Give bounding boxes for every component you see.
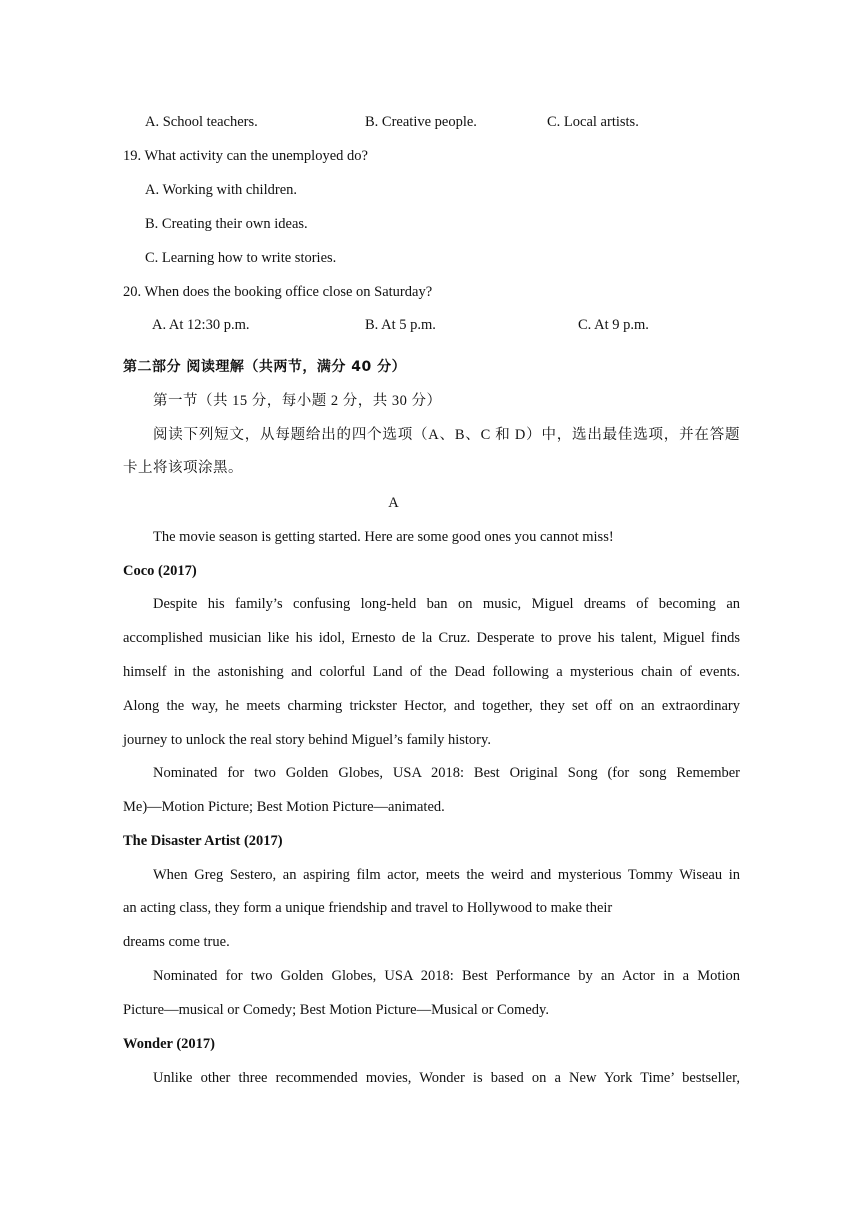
q18-option-a: A. School teachers. [145,114,258,130]
q18-option-b: B. Creative people. [365,114,477,130]
q20-option-c: C. At 9 p.m. [578,317,649,333]
coco-text-line: himself in the astonishing and colorful Land of the Dead following a mysterious chain of events. [123,664,740,680]
q19-question: 19. What activity can the unemployed do? [123,148,368,164]
coco-text-line: journey to unlock the real story behind Miguel’s family history. [123,732,491,748]
instruction-line-2: 卡上将该项涂黑。 [123,460,243,476]
disaster-text-line: an acting class, they form a unique friendship and travel to Hollywood to make their [123,900,613,916]
q18-option-c: C. Local artists. [547,114,639,130]
movie-title-disaster-artist: The Disaster Artist (2017) [123,833,283,849]
coco-text-line: accomplished musician like his idol, Ernesto de la Cruz. Desperate to prove his talent, Miguel finds [123,630,740,646]
disaster-awards-line: Nominated for two Golden Globes, USA 2018: Best Performance by an Actor in a Motion [153,968,740,984]
section1-heading: 第一节（共 15 分，每小题 2 分，共 30 分） [153,393,442,409]
movie-title-wonder: Wonder (2017) [123,1036,215,1052]
passage-letter: A [388,495,399,511]
wonder-text-line: Unlike other three recommended movies, Wonder is based on a New York Time’ bestseller, [153,1070,740,1086]
movie-title-coco: Coco (2017) [123,563,197,579]
q19-option-a: A. Working with children. [145,182,298,198]
passage-intro: The movie season is getting started. Here are some good ones you cannot miss! [153,529,614,545]
coco-text-line: Along the way, he meets charming trickster Hector, and together, they set off on an extraordinary [123,698,740,714]
q20-question: 20. When does the booking office close on Saturday? [123,284,433,300]
coco-awards-line: Me)—Motion Picture; Best Motion Picture—animated. [123,799,445,815]
coco-text-line: Despite his family’s confusing long-held ban on music, Miguel dreams of becoming an [153,596,740,612]
q20-option-b: B. At 5 p.m. [365,317,436,333]
disaster-awards-line: Picture—musical or Comedy; Best Motion Picture—Musical or Comedy. [123,1002,549,1018]
instruction-line-1: 阅读下列短文，从每题给出的四个选项（A、B、C 和 D）中，选出最佳选项，并在答题 [153,427,740,443]
disaster-text-line: dreams come true. [123,934,230,950]
coco-awards-line: Nominated for two Golden Globes, USA 2018: Best Original Song (for song Remember [153,765,740,781]
disaster-text-line: When Greg Sestero, an aspiring film actor, meets the weird and mysterious Tommy Wiseau in [153,867,740,883]
q19-option-b: B. Creating their own ideas. [145,216,308,232]
part2-heading: 第二部分 阅读理解（共两节，满分 40 分） [123,359,407,375]
q19-option-c: C. Learning how to write stories. [145,250,337,266]
q20-option-a: A. At 12:30 p.m. [152,317,250,333]
